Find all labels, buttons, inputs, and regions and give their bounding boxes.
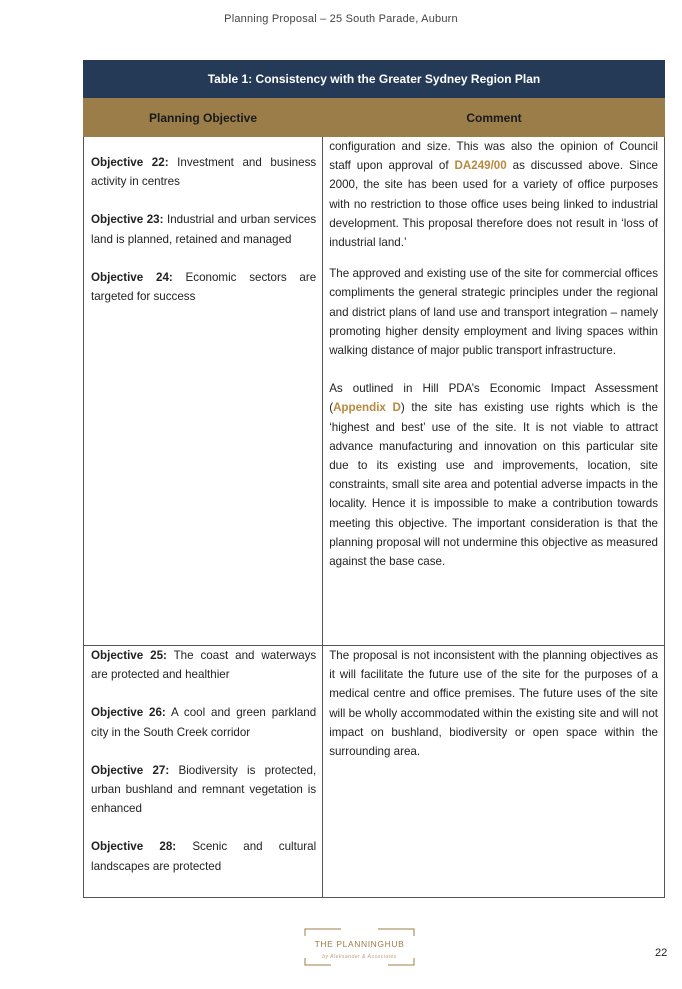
objective-28: Objective 28: Scenic and cultural landscapes are protected <box>91 840 317 873</box>
logo-tagline: by Aleksander & Associates <box>322 954 397 960</box>
column-header-comment: Comment <box>466 110 522 125</box>
table-row <box>83 137 665 646</box>
comment-cell <box>323 646 664 897</box>
comment-paragraph: As outlined in Hill PDA’s Economic Impact Assessment (Appendix D) the site has existing use rights which is the ‘highest and best’ use of the site. It is not viable to attract advance manufacturing and innovation on this particular site due to its existing use and improvements, location, site constraints, small site area and potential adverse impacts in the locality. Hence it is impossible to make a contribution towards meeting this objective. The important consideration is that the planning proposal will not undermine this objective as measured against the base case. <box>329 382 659 569</box>
table-title: Table 1: Consistency with the Greater Sydney Region Plan <box>83 60 665 98</box>
da-reference: DA249/00 <box>454 159 507 173</box>
comment-paragraph: The proposal is not inconsistent with the planning objectives as it will facilitate the future use of the site for the purposes of a medical centre and office premises. The future uses of the site will be wholly accommodated within the existing site and will not impact on bushland, biodiversity or open space within the surrounding area. <box>329 649 658 759</box>
appendix-d-link[interactable]: Appendix D <box>333 401 401 415</box>
objective-22: Objective 22: Investment and business activity in centres <box>91 156 317 189</box>
planning-hub-logo <box>301 928 418 966</box>
page-number: 22 <box>655 947 668 959</box>
page-header: Planning Proposal – 25 South Parade, Auburn <box>224 13 458 25</box>
table-row <box>83 646 665 898</box>
objective-25: Objective 25: The coast and waterways are protected and healthier <box>91 649 317 682</box>
objective-23: Objective 23: Industrial and urban services land is planned, retained and managed <box>91 213 317 246</box>
comment-cell <box>323 137 664 645</box>
objective-27: Objective 27: Biodiversity is protected, urban bushland and remnant vegetation is enhanced <box>91 763 317 816</box>
consistency-table <box>83 60 665 898</box>
table-column-headers <box>83 98 665 137</box>
objectives-cell <box>84 646 323 897</box>
comment-paragraph: configuration and size. This was also the opinion of Council staff upon approval of DA249/00 as discussed above. Since 2000, the site has been used for a variety of office purposes with no restriction to those office uses being linked to industrial development. This proposal therefore does not result in ‘loss of industrial land.’ <box>329 140 658 250</box>
logo-text: THE PLANNINGHUB <box>314 939 405 949</box>
comment-paragraph: The approved and existing use of the site for commercial offices compliments the general strategic principles under the regional and district plans of land use and transport integration – namely promoting higher density employment and living spaces within walking distance of major public transport infrastructure. <box>329 267 658 358</box>
objective-26: Objective 26: A cool and green parkland city in the South Creek corridor <box>91 706 317 739</box>
column-header-planning-objective: Planning Objective <box>148 110 258 125</box>
objective-24: Objective 24: Economic sectors are targeted for success <box>91 270 317 304</box>
objectives-cell <box>84 137 323 645</box>
